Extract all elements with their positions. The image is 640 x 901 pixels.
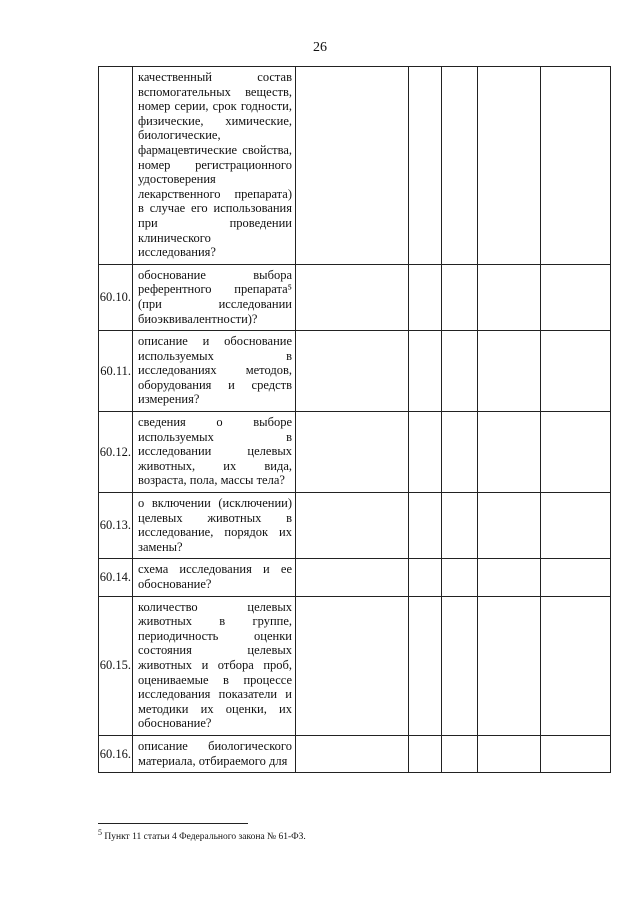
- answer-cell: [478, 412, 541, 493]
- question-line: референтного препарата⁵: [138, 282, 292, 297]
- question-line: сведения о выборе: [138, 415, 292, 430]
- answer-cell: [478, 735, 541, 772]
- answer-cell: [541, 331, 611, 412]
- question-line: номер серии, срок годности,: [138, 99, 292, 114]
- question-line: описание и обоснование: [138, 334, 292, 349]
- answer-cell: [409, 596, 442, 735]
- answer-cell: [296, 735, 409, 772]
- answer-cell: [442, 67, 478, 265]
- question-line: используемых в: [138, 429, 292, 444]
- question-line: физические, химические,: [138, 113, 292, 128]
- question-line: лекарственного препарата): [138, 186, 292, 201]
- question-line: методики их оценки, их: [138, 701, 292, 716]
- question-line: о включении (исключении): [138, 496, 292, 511]
- question-line: качественный состав: [138, 70, 292, 84]
- question-line: используемых в: [138, 348, 292, 363]
- question-line: удостоверения: [138, 172, 216, 187]
- question-text: [133, 67, 296, 265]
- question-line: исследование, порядок их: [138, 525, 292, 540]
- answer-cell: [296, 559, 409, 596]
- table-row: [99, 735, 611, 772]
- table-row: [99, 67, 611, 265]
- answer-cell: [442, 596, 478, 735]
- item-number: 60.14.: [99, 559, 133, 596]
- answer-cell: [541, 559, 611, 596]
- answer-cell: [541, 493, 611, 559]
- question-line: оборудования и средств: [138, 377, 292, 392]
- question-line: оцениваемые в процессе: [138, 672, 292, 687]
- question-line: измерения?: [138, 392, 200, 407]
- answer-cell: [409, 331, 442, 412]
- table-row: [99, 331, 611, 412]
- question-line: исследованиях методов,: [138, 363, 292, 378]
- item-number: 60.15.: [99, 596, 133, 735]
- question-line: исследования показатели и: [138, 687, 292, 702]
- question-line: животных, их вида,: [138, 458, 292, 473]
- footnote-text: Пункт 11 статьи 4 Федерального закона № 61-ФЗ.: [104, 832, 306, 843]
- answer-cell: [442, 412, 478, 493]
- answer-cell: [541, 67, 611, 265]
- question-line: фармацевтические свойства,: [138, 142, 292, 157]
- answer-cell: [296, 67, 409, 265]
- answer-cell: [478, 559, 541, 596]
- question-line: материала, отбираемого для: [138, 753, 288, 768]
- footnote: [98, 828, 306, 842]
- footnote-mark: 5: [98, 828, 102, 837]
- question-line: животных и отбора проб,: [138, 657, 292, 672]
- question-line: биоэквивалентности)?: [138, 311, 258, 326]
- answer-cell: [296, 596, 409, 735]
- question-line: при проведении: [138, 215, 292, 230]
- item-number: 60.10.: [99, 264, 133, 330]
- answer-cell: [541, 735, 611, 772]
- answer-cell: [409, 735, 442, 772]
- question-line: клинического: [138, 230, 211, 245]
- answer-cell: [409, 559, 442, 596]
- answer-cell: [296, 412, 409, 493]
- table-row: [99, 412, 611, 493]
- answer-cell: [478, 493, 541, 559]
- answer-cell: [409, 264, 442, 330]
- question-text: [133, 264, 296, 330]
- item-number: 60.16.: [99, 735, 133, 772]
- answer-cell: [478, 331, 541, 412]
- answer-cell: [442, 493, 478, 559]
- checklist-table: [98, 66, 611, 773]
- question-line: обоснование выбора: [138, 267, 292, 282]
- question-line: обоснование?: [138, 577, 212, 591]
- answer-cell: [442, 331, 478, 412]
- question-line: животных в группе,: [138, 614, 292, 629]
- answer-cell: [442, 264, 478, 330]
- table-row: [99, 493, 611, 559]
- item-number: 60.13.: [99, 493, 133, 559]
- question-line: номер регистрационного: [138, 157, 292, 172]
- question-line: обоснование?: [138, 716, 212, 731]
- answer-cell: [296, 331, 409, 412]
- question-line: состояния целевых: [138, 643, 292, 658]
- answer-cell: [478, 67, 541, 265]
- question-line: исследования?: [138, 245, 216, 260]
- answer-cell: [478, 264, 541, 330]
- table-row: [99, 559, 611, 596]
- answer-cell: [296, 493, 409, 559]
- question-text: [133, 735, 296, 772]
- question-line: исследовании целевых: [138, 444, 292, 459]
- answer-cell: [409, 493, 442, 559]
- item-number: [99, 67, 133, 265]
- question-line: количество целевых: [138, 599, 292, 614]
- table-row: [99, 596, 611, 735]
- question-line: биологические,: [138, 128, 221, 143]
- answer-cell: [442, 735, 478, 772]
- question-text: [133, 596, 296, 735]
- answer-cell: [541, 412, 611, 493]
- question-text: [133, 559, 296, 596]
- page-number: 26: [313, 40, 327, 55]
- answer-cell: [442, 559, 478, 596]
- question-line: схема исследования и ее: [138, 562, 292, 577]
- answer-cell: [541, 596, 611, 735]
- question-line: замены?: [138, 539, 183, 554]
- question-text: [133, 493, 296, 559]
- question-line: периодичность оценки: [138, 628, 292, 643]
- question-text: [133, 412, 296, 493]
- question-line: описание биологического: [138, 738, 292, 753]
- footnote-separator: [98, 823, 248, 824]
- answer-cell: [296, 264, 409, 330]
- question-text: [133, 331, 296, 412]
- answer-cell: [478, 596, 541, 735]
- answer-cell: [409, 67, 442, 265]
- question-line: (при исследовании: [138, 296, 292, 311]
- question-line: вспомогательных веществ,: [138, 84, 292, 99]
- answer-cell: [541, 264, 611, 330]
- question-line: возраста, пола, массы тела?: [138, 473, 285, 488]
- question-line: в случае его использования: [138, 201, 292, 216]
- table-row: [99, 264, 611, 330]
- item-number: 60.12.: [99, 412, 133, 493]
- question-line: целевых животных в: [138, 510, 292, 525]
- answer-cell: [409, 412, 442, 493]
- item-number: 60.11.: [99, 331, 133, 412]
